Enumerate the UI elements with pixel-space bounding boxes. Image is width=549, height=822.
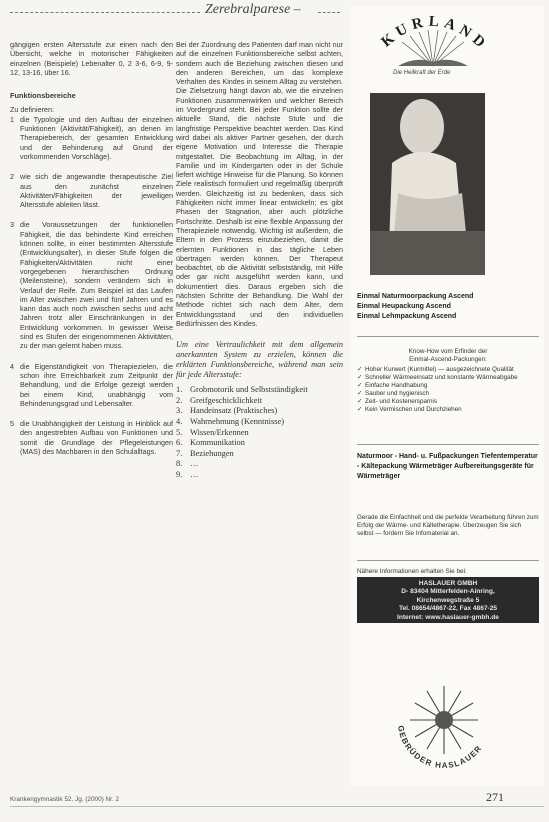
- left-column: [10, 40, 173, 785]
- list-item-text: die Eigenständigkeit von Therapiezielen, die schon ihre Erreichbarkeit zum Zeitpunkt der Behandlung, und die Erfolge gezeigt werden bei einem Kind, unabhängig vom Behinderungsgrad und Lebensalter.: [20, 361, 173, 408]
- list-item-label: Wissen/Erkennen: [190, 427, 249, 437]
- list-item-label: Greifgeschicklichkeit: [190, 395, 263, 405]
- list-item-number: 8.: [176, 459, 183, 469]
- services-text: Naturmoor - Hand- u. Fußpackungen Tiefentemperatur - Kältepackung Wärmeträger Aufbereitungsgeräte für Wärmeträger: [357, 453, 538, 480]
- list-item-number: 2.: [176, 395, 183, 405]
- brand-text-path: KURLAND: [378, 13, 492, 55]
- list-item-label: …: [190, 459, 199, 469]
- company-name: HASLAUER GMBH: [418, 580, 478, 587]
- benefit-item: [357, 374, 539, 382]
- list-item-text: die Typologie und den Aufbau der einzelnen Funktionen (Aktivität/Fähigkeit), an denen im Therapiebereich, der gesamten Entwicklung und der Behinderung auf Grund der vorkommenden Vorschläge).: [20, 114, 173, 161]
- list-item-number: 9.: [176, 469, 183, 479]
- product-item: Einmal Lehmpackung Ascend: [357, 312, 457, 320]
- contact-box: [357, 577, 539, 623]
- list-item: [176, 396, 343, 407]
- list-item: [176, 438, 343, 449]
- header-rule-right: [318, 12, 340, 13]
- benefit-label: Schneller Wärmeeinsatz und konstante Wärmeabgabe: [365, 373, 518, 381]
- check-icon: ✓: [357, 373, 363, 381]
- list-item-text: die Unabhängigkeit der Leistung in Hinblick auf den angestrebten Aufbau von Funktionen und somit die Grundlage der Pflegeleistungen (MAS) des Machbaren in den Schulalltags.: [20, 419, 173, 456]
- list-item-number: 3: [10, 220, 14, 230]
- company-website[interactable]: Internet: www.haslauer-gmbh.de: [397, 613, 499, 621]
- product-item: Einmal Heupackung Ascend: [357, 302, 451, 310]
- list-item-label: Grobmotorik und Selbstständigkeit: [190, 385, 308, 395]
- landscape-icon: [398, 60, 468, 66]
- list-item: [10, 115, 173, 161]
- list-item: [10, 220, 173, 350]
- list-item: [10, 172, 173, 209]
- list-item: [176, 449, 343, 460]
- product-list: [357, 292, 539, 321]
- company-street: Kirchenwegstraße 5: [416, 596, 480, 604]
- list-item-number: 5.: [176, 427, 183, 437]
- check-icon: ✓: [357, 389, 363, 397]
- brand-name: [379, 14, 492, 55]
- section-heading: Funktionsbereiche: [10, 91, 76, 101]
- ad-divider: [357, 560, 539, 561]
- check-icon: ✓: [357, 366, 363, 373]
- service-note: Gerade die Einfachheit und die perfekte Verarbeitung führen zum Erfolg der Wärme- und Kältetherapie. Überzeugen Sie sich selbst — fordern Sie Infomaterial an.: [357, 514, 539, 537]
- check-icon: ✓: [357, 397, 363, 405]
- footer-rule: [10, 806, 544, 807]
- company-address: D- 83404 Mitterfelden-Ainring,: [401, 588, 495, 596]
- list-item-number: 4: [10, 361, 14, 371]
- benefit-item: [357, 382, 539, 390]
- list-item-label: Kommunikation: [190, 438, 245, 448]
- benefit-label: Einfache Handhabung: [365, 381, 428, 389]
- function-areas-list: [176, 385, 343, 480]
- list-item-number: 3.: [176, 406, 183, 416]
- list-item: [176, 470, 343, 481]
- ad-divider: [357, 444, 539, 445]
- header-title: Zerebralparese –: [205, 2, 301, 17]
- benefits-list: [357, 366, 539, 413]
- company-phone: Tel. 08654/4867-22, Fax 4867-25: [398, 605, 498, 613]
- list-item-label: …: [190, 469, 199, 479]
- middle-column: [176, 40, 343, 785]
- list-item-text: die Voraussetzungen der funktionellen Fähigkeit, die das behinderte Kind erreichen können sollte, in einer bestimmten Altersstufe (Entwicklungsalter), in dieser Stufe folgen die Fähigkeiten/Aktivitäten nicht einer vorgegebenen hierarchischen Ordnung (Meilensteine), sondern verändern sich in Verlauf der Reife. Zum Beispiel ist das Laufen im Alter zwischen zwei und fünf Jahren und es kann das auch noch zwischen sechs und acht Jahren trotz aller Einschränkungen in der Entwicklung vorkommen. In gewisser Weise sind es Stufen der eingenommenen Aktivitäten, zu der man gelernt haben muss.: [20, 220, 173, 351]
- seal-text-path: GEBRÜDER HASLAUER: [396, 724, 484, 771]
- list-item: [10, 362, 173, 408]
- benefit-item: [357, 406, 539, 414]
- list-item-number: 6.: [176, 438, 183, 448]
- list-item: [10, 419, 173, 456]
- list-item-text: wie sich die angewandte therapeutische Ziel aus den zunächst einzelnen Aktivitäten/Fähigkeiten der jeweiligen Altersstufe ableiten lässt.: [20, 172, 173, 210]
- section-intro: Zu definieren:: [10, 105, 54, 115]
- benefit-item: [357, 390, 539, 398]
- haslauer-seal-logo: [384, 660, 504, 780]
- benefit-item: [357, 366, 539, 374]
- product-item: Einmal Naturmoorpackung Ascend: [357, 293, 474, 300]
- list-item-number: 7.: [176, 448, 183, 458]
- knowhow-subtitle: Einmal-Ascend-Packungen:: [409, 355, 487, 363]
- left-continuation-text: gängigen ersten Altersstufe zur einen nach den Übersicht, welche in motorischer Fähigkeiten einzelnen (Beispiele) Lebenalter 0, 2 3-6, 6-9, 9-12, 13-16, über 16.: [10, 40, 173, 77]
- benefit-item: [357, 398, 539, 406]
- list-item: [176, 385, 343, 396]
- list-item: [176, 459, 343, 470]
- knowhow-title: Know-How vom Erfinder der: [408, 348, 488, 355]
- journal-citation: Krankengymnastik 52. Jg. (2000) Nr. 2: [10, 796, 120, 803]
- product-photo: [370, 93, 485, 275]
- list-item: [176, 428, 343, 439]
- knowhow-heading: [357, 348, 539, 364]
- list-item-number: 1.: [176, 385, 183, 395]
- sun-rays-icon: [402, 30, 464, 66]
- benefit-label: Kein Vermischen und Durchziehen: [365, 405, 462, 413]
- ad-divider: [357, 336, 539, 337]
- benefit-label: Zeit- und Kostenersparnis: [365, 397, 438, 405]
- list-item: [176, 417, 343, 428]
- check-icon: ✓: [357, 405, 363, 413]
- highlight-text: Um eine Vertraulichkeit mit dem allgemein anerkannten System zu erzielen, können die erklärten Funktionsbereiche, während man sein für jede Altersstufe:: [176, 340, 343, 380]
- seal-text: [396, 725, 484, 770]
- benefit-label: Sauber und hygienisch: [365, 389, 430, 397]
- list-item-number: 5: [10, 419, 14, 429]
- benefit-label: Hoher Kurwert (Kurmittel) — ausgezeichnete Qualität: [365, 366, 514, 373]
- list-item-label: Beziehungen: [190, 448, 234, 458]
- info-title: Nähere Informationen erhalten Sie bei:: [357, 568, 467, 575]
- header-rule-left: [10, 12, 200, 13]
- list-item-number: 1: [10, 114, 14, 124]
- list-item-label: Wahrnehmung (Kenntnisse): [190, 416, 284, 426]
- list-item-number: 2: [10, 172, 14, 182]
- page-number: 271: [486, 790, 504, 804]
- person-with-pack-image: [370, 93, 485, 275]
- list-item: [176, 406, 343, 417]
- check-icon: ✓: [357, 381, 363, 389]
- middle-paragraph: Bei der Zuordnung des Patienten darf man nicht nur auf die einzelnen Funktionsbereiche selbst achten, sondern auch die Beziehung zwischen diesen und den anderen Bereichen, um das komplexe Verhalten des Kindes in seinem Alltag zu verstehen. Die Zielsetzung hängt davon ab, wie die einzelnen Funktionen zusammenwirken und welcher Bereich im Vordergrund steht. Bei jeder Funktion sollte der aktuelle Stand, die nächste Stufe und die langfristige Perspektive beachtet werden. Das Kind wird dabei als aktiver Partner gesehen, der durch eigene Motivation und Interesse die Therapie mitgestaltet. Die Beobachtung im Alltag, in der Familie und im Kindergarten oder in der Schule liefert wichtige Hinweise für die Planung. So können Ziele realistisch formuliert und regelmäßig überprüft werden. Gleichzeitig ist zu bedenken, dass sich Fähigkeiten nicht immer linear entwickeln; es gibt Phasen der Stagnation, aber auch plötzliche Fortschritte. Deshalb ist eine flexible Anpassung der Therapieziele notwendig. Wichtig ist außerdem, die Eltern in den Prozess einzubeziehen, damit die erlernten Funktionen in das tägliche Leben übertragen werden können. Der Therapeut beobachtet, ob die Aktivität selbstständig, mit Hilfe oder gar nicht ausgeführt werden kann, und dokumentiert dies. Daraus ergeben sich die nächsten Schritte der Behandlung. Die Wahl der Methode richtet sich nach dem Alter, dem Entwicklungsstand und den individuellen Bedürfnissen des Kindes.: [176, 40, 343, 328]
- kurland-logo: [372, 6, 492, 78]
- list-item-number: 4.: [176, 416, 183, 426]
- list-item-label: Handeinsatz (Praktisches): [190, 406, 278, 416]
- brand-slogan: Die Heilkraft der Erde: [393, 70, 451, 76]
